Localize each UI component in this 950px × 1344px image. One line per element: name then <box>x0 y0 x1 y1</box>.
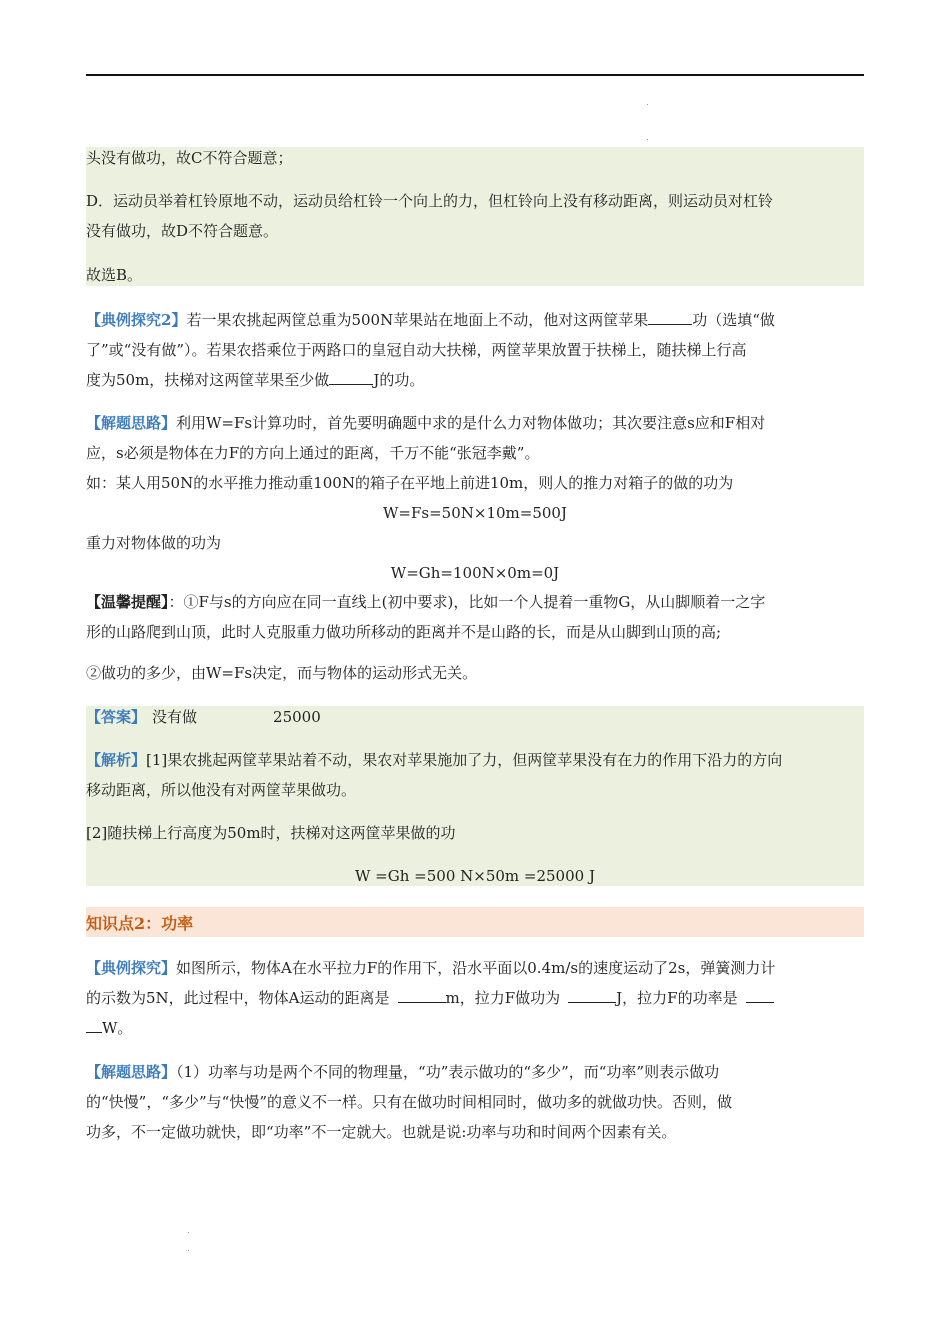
answer-block: 【答案】 没有做 25000 【解析】[1]果农挑起两筐苹果站着不动，果农对苹果施加了力，但两筐苹果没有在力的作用下沿力的方向 移动距离，所以他没有对两筐苹果做功。 [2]随扶梯上行高度为50m时，扶梯对这两筐苹果做的功 W =Gh =500 N×50m =25000 J <box>86 706 864 886</box>
dot-mark <box>188 1250 189 1251</box>
tip-tag: 【温馨提醒】 <box>86 593 169 611</box>
answer-blank[interactable] <box>648 310 692 325</box>
solution-continuation <box>86 147 864 286</box>
answer-blank[interactable] <box>746 988 774 1003</box>
solution-thinking-2: 【解题思路】（1）功率与功是两个不同的物理量，“功”表示做功的“多少”，而“功率”则表示做功 的“快慢”，“多少”与“快慢”的意义不一样。只有在做功时间相同时，做功多的就做功快。否则，做 功多，不一定做功就快，即“功率”不一定就大。也就是说:功率与功和时间两个因素有关。 <box>86 1063 733 1141</box>
header-rule <box>86 74 864 76</box>
answer-blank[interactable] <box>329 370 373 385</box>
thinking-tag: 【解题思路】 <box>86 1063 177 1081</box>
answer-value-1: 没有做 <box>152 708 198 726</box>
formula: W=Fs=50N×10m=500J <box>383 504 567 522</box>
knowledge-point-title: 知识点2：功率 <box>86 914 194 933</box>
example-question-3: 【典例探究】如图所示，物体A在水平拉力F的作用下，沿水平面以0.4m/s的速度运动了2s，弹簧测力计 的示数为5N，此过程中，物体A运动的距离是 m，拉力F做功为 J，拉力F的功率是 W。 <box>86 959 776 1037</box>
formula: W =Gh =500 N×50m =25000 J <box>355 867 595 885</box>
solution-thinking: 【解题思路】利用W=Fs计算功时，首先要明确题中求的是什么力对物体做功；其次要注意s应和F相对 应，s必须是物体在力F的方向上通过的距离，千万不能“张冠李戴”。 如：某人用50N的水平推力推动重100N的箱子在平地上前进10m，则人的推力对箱子的做的功为 W=Fs=50N×10m=500J 重力对物体做的功为 W=Gh=100N×0m=0J <box>86 412 864 592</box>
dot-mark <box>647 104 648 105</box>
formula: W=Gh=100N×0m=0J <box>390 564 560 582</box>
thinking-tag: 【解题思路】 <box>86 414 177 432</box>
example-question-2: 【典例探究2】若一果农挑起两筐总重为500N苹果站在地面上不动，他对这两筐苹果 功（选填“做 了”或“没有做”）。若果农搭乘位于两路口的皇冠自动大扶梯，两筐苹果放置于扶梯上，随扶梯上行高 度为50m，扶梯对这两筐苹果至少做 J的功。 <box>86 311 775 389</box>
dot-mark <box>647 139 648 140</box>
answer-blank[interactable] <box>86 1018 102 1033</box>
example-tag: 【典例探究】 <box>86 959 177 977</box>
solution-line: D．运动员举着杠铃原地不动，运动员给杠铃一个向上的力，但杠铃向上没有移动距离，则运动员对杠铃 <box>86 192 774 210</box>
warm-tip: 【温馨提醒】：①F与s的方向应在同一直线上(初中要求)，比如一个人提着一重物G，从山脚顺着一之字 形的山路爬到山顶，此时人克服重力做功所移动的距离并不是山路的长，而是从山脚到山顶的高; ②做功的多少，由W=Fs决定，而与物体的运动形式无关。 <box>86 593 766 682</box>
knowledge-point-header <box>86 907 864 937</box>
solution-line: 故选B。 <box>86 266 143 284</box>
answer-tag: 【答案】 <box>86 708 147 726</box>
solution-line: 没有做功，故D不符合题意。 <box>86 222 279 240</box>
solution-line: 头没有做功，故C不符合题意； <box>86 149 293 167</box>
answer-value-2: 25000 <box>273 708 321 726</box>
analysis-tag: 【解析】 <box>86 751 147 769</box>
answer-blank[interactable] <box>398 988 446 1003</box>
example-tag: 【典例探究2】 <box>86 311 187 329</box>
answer-blank[interactable] <box>568 988 616 1003</box>
dot-mark <box>188 1232 189 1233</box>
